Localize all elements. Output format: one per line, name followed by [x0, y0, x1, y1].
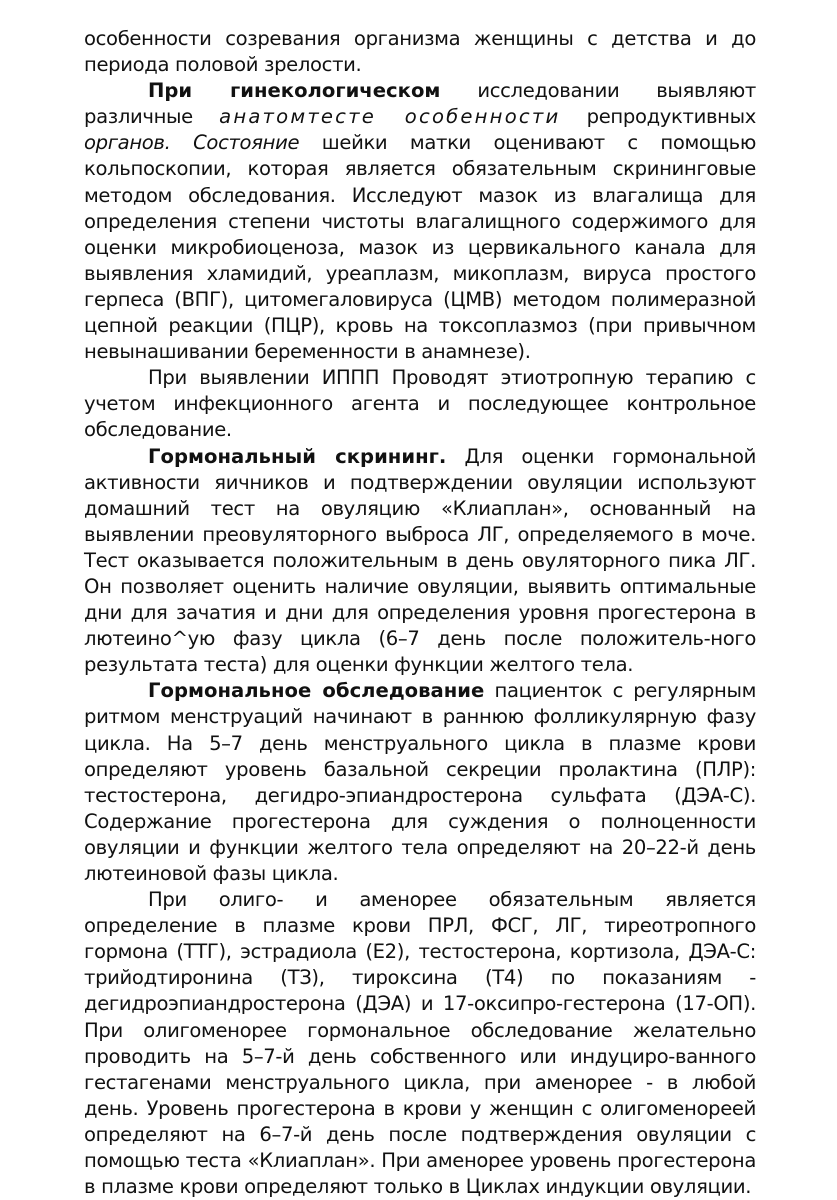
- paragraph-gynecological-exam: [84, 78, 756, 365]
- paragraph-text: Для оценки гормональной активности яичников и подтверждении овуляции используют домашний тест на овуляцию «Клиаплан», основанный на выявлении преовуляторного выброса ЛГ, определяемого в моче. Тест оказывается положительным в день овуляторного пика ЛГ. Он позволяет оценить наличие овуляции, выявить оптимальные дни для зачатия и дни для определения уровня прогестерона в лютеино^ую фазу цикла (6–7 день после положитель-ного результата теста) для оценки функции желтого тела.: [84, 444, 756, 677]
- paragraph-lead-heading: При гинекологическом: [148, 79, 441, 103]
- paragraph-text: особенности созревания организма женщины с детства и до периода половой зрелости.: [84, 27, 756, 77]
- paragraph-hormonal-examination: [84, 678, 756, 887]
- paragraph-text: При выявлении ИППП Проводят этиотропную терапию с учетом инфекционного агента и последующее контрольное обследование.: [84, 366, 756, 442]
- paragraph-hormonal-screening: [84, 444, 756, 679]
- paragraph-text-part-1: исследовании выявляют различные: [84, 79, 756, 129]
- document-page: [84, 26, 756, 1200]
- paragraph-text: При олиго- и аменорее обязательным является определение в плазме крови ПРЛ, ФСГ, ЛГ, тиреотропного гормона (ТТГ), эстрадиола (Е2), тестостерона, кортизола, ДЭА-С: трийодтиронина (ТЗ), тироксина (Т4) по показаниям - дегидроэпиандростерона (ДЭА) и 17-оксипро-гестерона (17-ОП). При олигоменорее гормональное обследование желательно проводить на 5–7-й день собственного или индуциро-ванного гестагенами менструального цикла, при аменорее - в любой день. Уровень прогестерона в крови у женщин с олигоменореей определяют на 6–7-й день после подтверждения овуляции с помощью теста «Клиаплан». При аменорее уровень прогестерона в плазме крови определяют только в Циклах индукции овуляции.: [84, 888, 756, 1199]
- paragraph-lead-heading: Гормональный скрининг.: [148, 444, 447, 468]
- paragraph-intro-continuation: [84, 26, 756, 78]
- paragraph-italic-phrase-2: органов. Состояние: [84, 131, 300, 155]
- paragraph-italic-phrase-1: анатомтесте особенности: [219, 105, 561, 129]
- paragraph-text-part-2: репродуктивных: [560, 105, 756, 129]
- paragraph-ippp-therapy: [84, 365, 756, 443]
- paragraph-oligo-amenorrhea: [84, 887, 756, 1200]
- paragraph-lead-heading: Гормональное обследование: [148, 679, 485, 703]
- paragraph-text-part-3: шейки матки оценивают с помощью кольпоскопии, которая является обязательным скрининговые методом обследования. Исследуют мазок из влагалища для определения степени чистоты влагалищного содержимого для оценки микробиоценоза, мазок из цервикального канала для выявления хламидий, уреаплазм, микоплазм, вируса простого герпеса (ВПГ), цитомегаловируса (ЦМВ) методом полимеразной цепной реакции (ПЦР), кровь на токсоплазмоз (при привычном невынашивании беременности в анамнезе).: [84, 131, 756, 364]
- paragraph-text: пациенток с регулярным ритмом менструаций начинают в раннюю фолликулярную фазу цикла. На 5–7 день менструального цикла в плазме крови определяют уровень базальной секреции пролактина (ПЛР): тестостерона, дегидро-эпиандростерона сульфата (ДЭА-С). Содержание прогестерона для суждения о полноценности овуляции и функции желтого тела определяют на 20–22-й день лютеиновой фазы цикла.: [84, 679, 756, 885]
